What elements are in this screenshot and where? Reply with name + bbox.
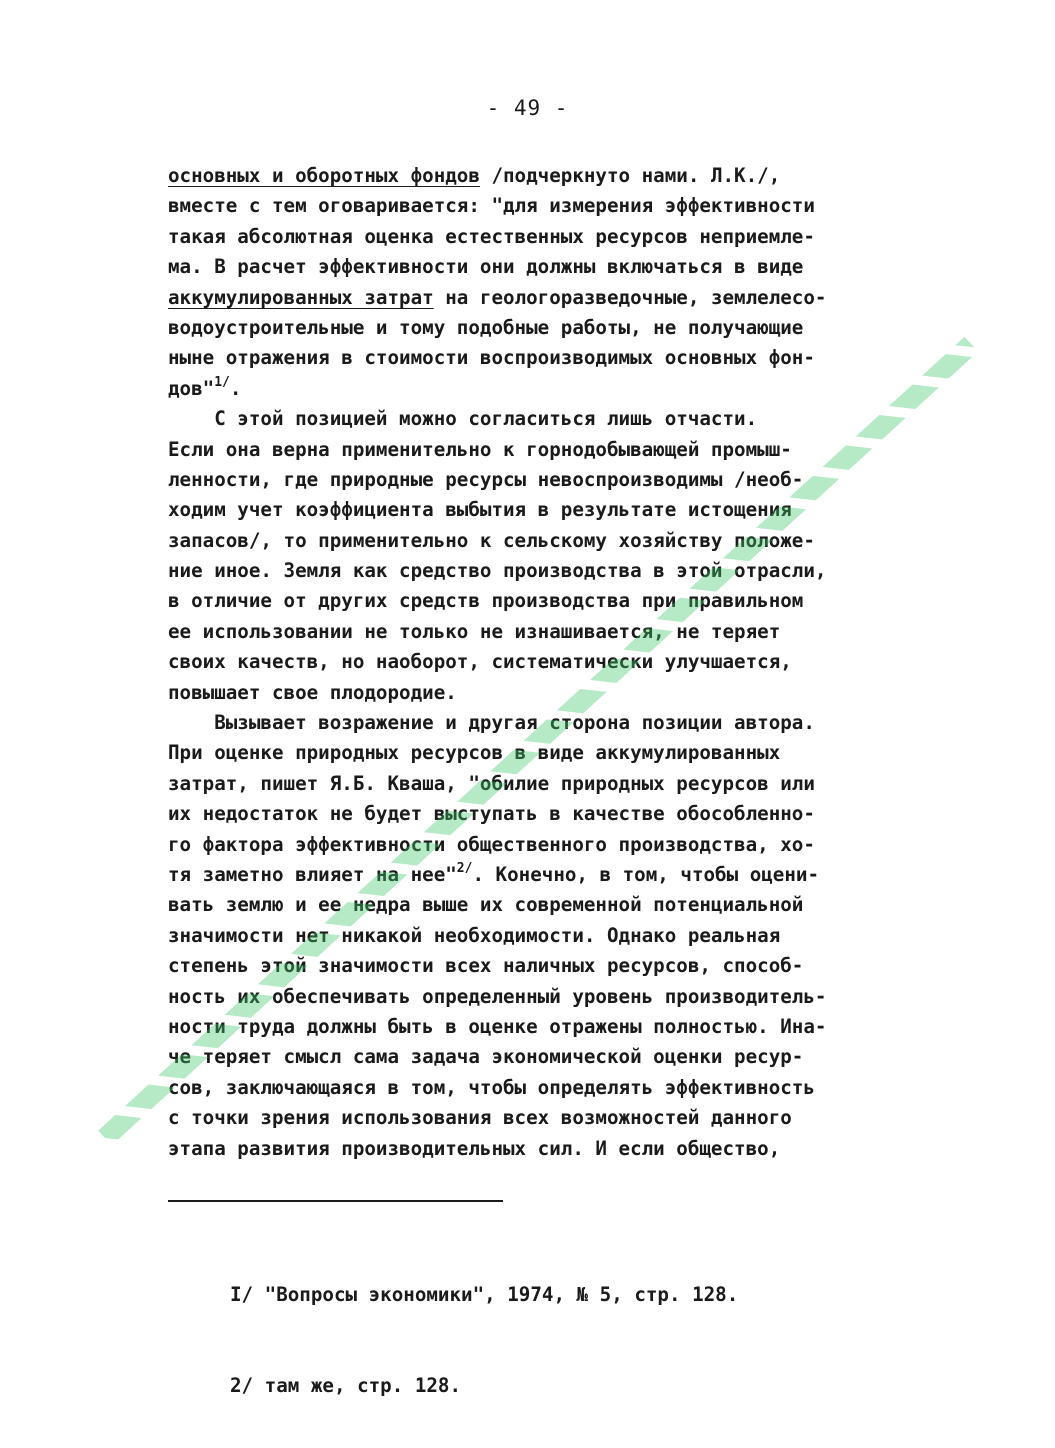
text-segment: вместе с тем оговаривается: "для измерения эффективности (168, 194, 815, 218)
text-segment: ее использовании не только не изнашивается, не теряет (168, 619, 781, 643)
body-text (168, 161, 896, 1164)
text-line (168, 283, 896, 313)
footnotes (230, 1219, 738, 1432)
text-line (168, 404, 896, 434)
text-line (168, 738, 896, 768)
text-line (168, 1134, 896, 1164)
text-segment: этапа развития производительных сил. И если общество, (168, 1136, 781, 1160)
text-line (168, 617, 896, 647)
text-segment: степень этой значимости всех наличных ресурсов, способ- (168, 954, 804, 978)
text-line (168, 556, 896, 586)
text-segment: в отличие от других средств производства при правильном (168, 589, 804, 613)
text-segment: . Конечно, в том, чтобы оцени- (472, 862, 820, 886)
text-line (168, 647, 896, 677)
text-line (168, 435, 896, 465)
text-segment: ность их обеспечивать определенный уровень производитель- (168, 984, 827, 1008)
text-segment: че теряет смысл сама задача экономической оценки ресур- (168, 1045, 804, 1069)
text-line (168, 1042, 896, 1072)
text-segment: значимости нет никакой необходимости. Однако реальная (168, 923, 781, 947)
footnote-ref: 1/ (214, 374, 230, 390)
footnote-2: 2/ там же, стр. 128. (230, 1374, 462, 1398)
text-segment: С этой позицией можно согласиться лишь отчасти. (168, 407, 758, 431)
text-segment: ходим учет коэффициента выбытия в результате истощения (168, 498, 792, 522)
text-line (168, 830, 896, 860)
text-line (168, 1073, 896, 1103)
page-number: - 49 - (486, 96, 569, 120)
text-line (168, 708, 896, 738)
text-line (168, 252, 896, 282)
text-segment: вать землю и ее недра выше их современной потенциальной (168, 893, 804, 917)
text-line (168, 161, 896, 191)
text-line (168, 982, 896, 1012)
text-segment: ности труда должны быть в оценке отражены полностью. Ина- (168, 1014, 827, 1038)
text-segment: ма. В расчет эффективности они должны включаться в виде (168, 255, 804, 279)
text-line (168, 343, 896, 373)
text-segment: затрат, пишет Я.Б. Кваша, "обилие природных ресурсов или (168, 771, 815, 795)
text-line (168, 586, 896, 616)
text-line (168, 465, 896, 495)
text-line (168, 526, 896, 556)
text-segment: /подчеркнуто нами. Л.К./, (479, 164, 781, 187)
text-segment: ние иное. Земля как средство производства в этой отрасли, (168, 559, 827, 583)
text-line (168, 374, 896, 404)
text-segment: своих качеств, но наоборот, систематически улучшается, (168, 650, 792, 674)
text-line (168, 890, 896, 920)
text-line (168, 1103, 896, 1133)
text-segment: При оценке природных ресурсов в виде аккумулированных (168, 741, 781, 765)
text-line (168, 495, 896, 525)
underlined-text: аккумулированных затрат (168, 285, 434, 309)
text-line (168, 191, 896, 221)
text-segment: водоустроительные и тому подобные работы, не получающие (168, 315, 804, 339)
text-line (168, 1012, 896, 1042)
text-line (168, 951, 896, 981)
text-segment: с точки зрения использования всех возможностей данного (168, 1106, 792, 1130)
text-segment: повышает свое плодородие. (168, 680, 457, 704)
underlined-text: основных и оборотных фондов (168, 164, 480, 187)
text-line (168, 678, 896, 708)
text-line (168, 769, 896, 799)
footnote-ref: 2/ (456, 860, 473, 876)
text-line (168, 799, 896, 829)
text-segment: их недостаток не будет выступать в качестве обособленно- (168, 802, 815, 826)
footnote-separator (168, 1200, 503, 1202)
text-segment: тя заметно влияет на нее" (168, 862, 457, 886)
text-segment: дов" (168, 376, 215, 400)
text-segment: ленности, где природные ресурсы невоспроизводимы /необ- (168, 467, 804, 491)
text-segment: такая абсолютная оценка естественных ресурсов неприемле- (168, 224, 815, 248)
text-line (168, 860, 896, 890)
text-segment: ныне отражения в стоимости воспроизводимых основных фон- (168, 346, 815, 370)
text-segment: запасов/, то применительно к сельскому хозяйству положе- (168, 528, 815, 552)
text-line (168, 222, 896, 252)
text-segment: сов, заключающаяся в том, чтобы определять эффективность (168, 1075, 815, 1099)
text-segment: го фактора эффективности общественного производства, хо- (168, 832, 815, 856)
text-line (168, 313, 896, 343)
text-line (168, 921, 896, 951)
text-segment: . (229, 376, 242, 400)
text-segment: на геологоразведочные, землелесо- (433, 285, 827, 309)
footnote-1: I/ "Вопросы экономики", 1974, № 5, стр. 128. (230, 1282, 739, 1306)
text-segment: Если она верна применительно к горнодобывающей промыш- (168, 437, 792, 461)
text-segment: Вызывает возражение и другая сторона позиции автора. (168, 711, 815, 735)
